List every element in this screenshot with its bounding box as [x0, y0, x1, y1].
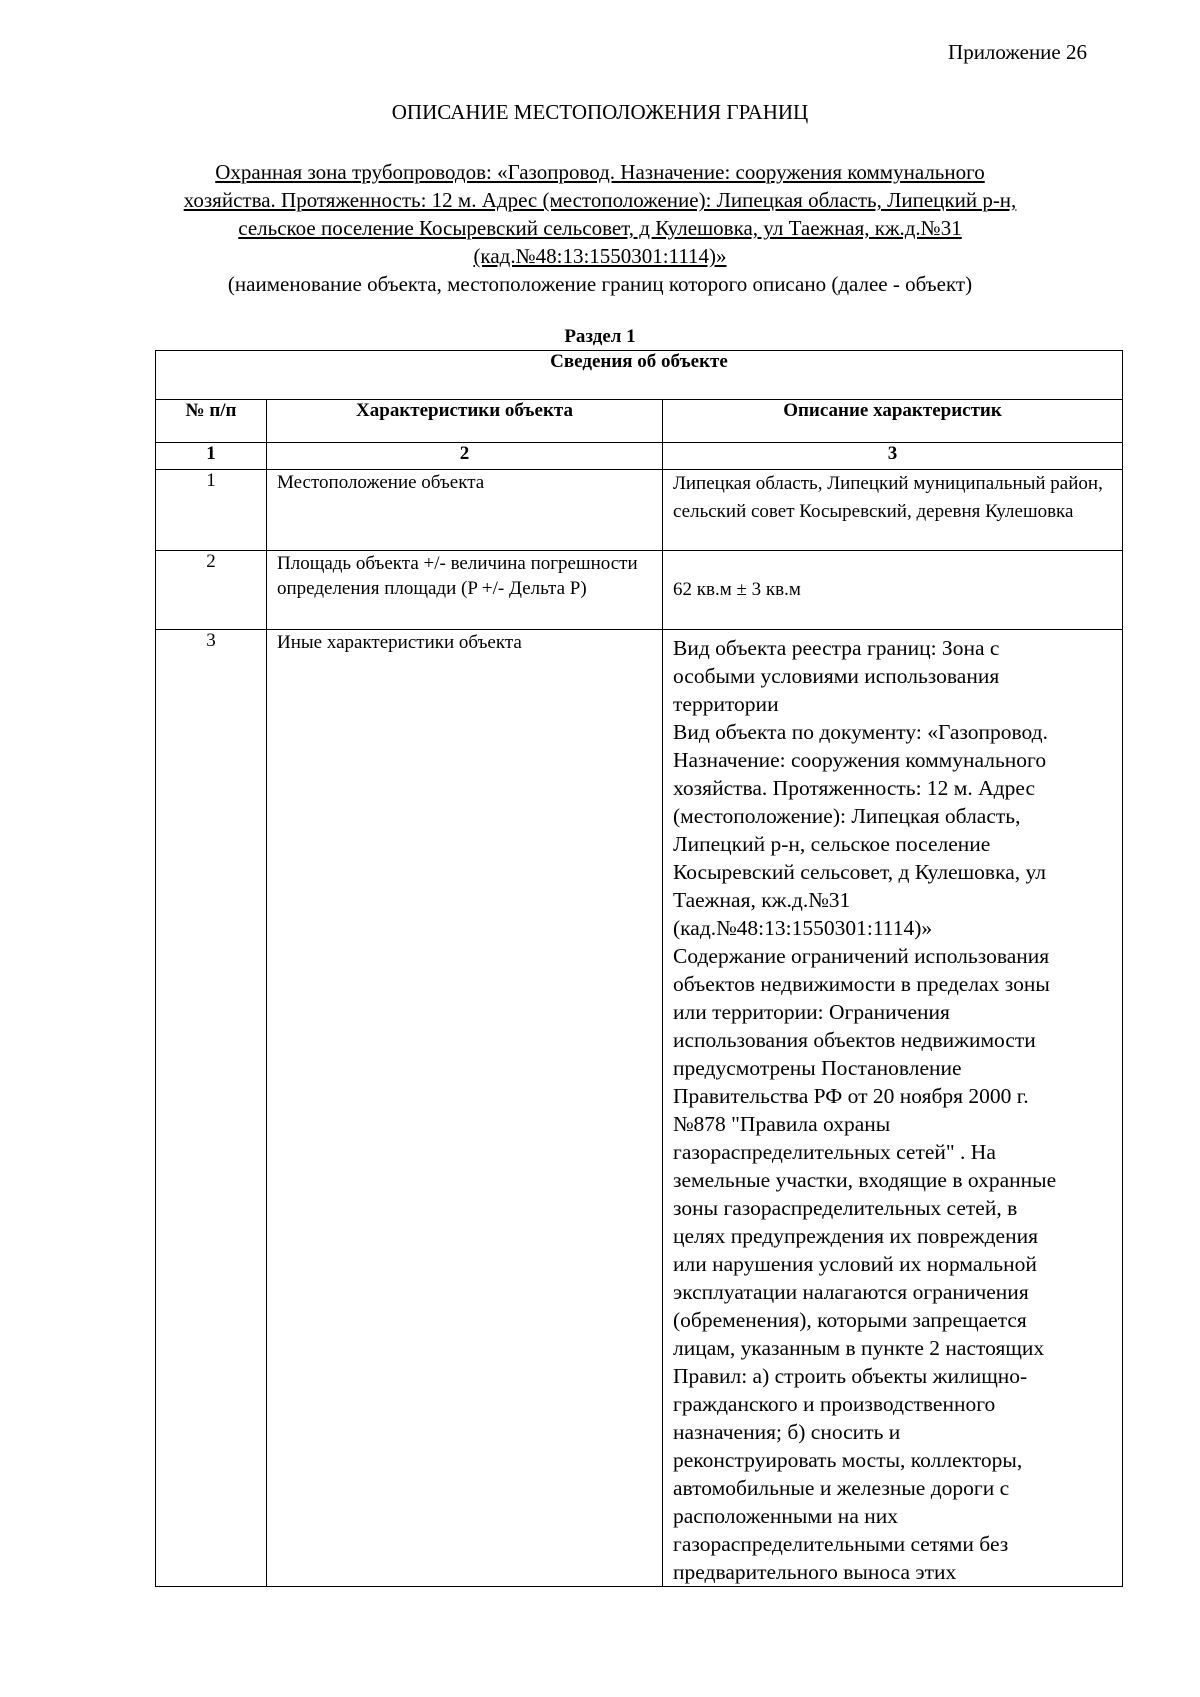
row-characteristic: Местоположение объекта [267, 470, 663, 551]
description-line: Назначение: сооружения коммунального [673, 748, 1047, 772]
table-caption: Сведения об объекте [156, 351, 1123, 400]
column-number: 2 [267, 443, 663, 470]
description-line: лицам, указанным в пункте 2 настоящих [673, 1336, 1045, 1360]
section-title: Раздел 1 [564, 326, 636, 347]
object-name-line: Охранная зона трубопроводов: «Газопровод. Назначение: сооружения коммунального [215, 160, 985, 184]
column-number-row [156, 443, 1123, 470]
row-characteristic: Иные характеристики объекта [267, 630, 663, 1587]
description-line: земельные участки, входящие в охранные [673, 1168, 1057, 1192]
row-characteristic: Площадь объекта +/- величина погрешности определения площади (P +/- Дельта P) [267, 551, 663, 630]
description-line: Вид объекта по документу: «Газопровод. [673, 720, 1048, 744]
column-number: 1 [156, 443, 267, 470]
column-header-row [156, 400, 1123, 443]
description-line: (местоположение): Липецкая область, [673, 804, 1021, 828]
description-line: зоны газораспределительных сетей, в [673, 1196, 1018, 1220]
object-name-line: хозяйства. Протяженность: 12 м. Адрес (местоположение): Липецкая область, Липецкий р-н, [183, 188, 1017, 212]
description-line: автомобильные и железные дороги с [673, 1476, 1010, 1500]
document-title: ОПИСАНИЕ МЕСТОПОЛОЖЕНИЯ ГРАНИЦ [391, 100, 809, 124]
description-line: или нарушения условий их нормальной [673, 1252, 1037, 1276]
row-description [663, 630, 1123, 1587]
column-header-characteristic: Характеристики объекта [267, 400, 663, 443]
description-line: использования объектов недвижимости [673, 1028, 1036, 1052]
row-description: Липецкая область, Липецкий муниципальный район, сельский совет Косыревский, деревня Кулешовка [663, 470, 1123, 551]
description-line: Липецкий р-н, сельское поселение [673, 832, 991, 856]
description-line: газораспределительными сетями без [673, 1532, 1009, 1556]
description-line: (обременения), которыми запрещается [673, 1308, 1027, 1332]
description-line: территории [673, 692, 779, 716]
description-line: Правил: а) строить объекты жилищно- [673, 1364, 1028, 1388]
object-name-line: (кад.№48:13:1550301:1114)» [473, 244, 727, 268]
column-number: 3 [663, 443, 1123, 470]
description-line: газораспределительных сетей" . На [673, 1140, 996, 1164]
description-line: Вид объекта реестра границ: Зона с [673, 636, 1000, 660]
description-line: Содержание ограничений использования [673, 944, 1050, 968]
description-line: Правительства РФ от 20 ноября 2000 г. [673, 1084, 1029, 1108]
description-line: особыми условиями использования [673, 664, 1000, 688]
table-row [156, 551, 1123, 630]
table-caption-row [156, 351, 1123, 400]
row-number: 2 [156, 551, 267, 630]
row-number: 3 [156, 630, 267, 1587]
description-line: Таежная, кж.д.№31 [673, 888, 851, 912]
table-row [156, 470, 1123, 551]
description-line: предварительного выноса этих [673, 1560, 957, 1584]
row-description: 62 кв.м ± 3 кв.м [663, 551, 1123, 630]
description-line: (кад.№48:13:1550301:1114)» [673, 916, 933, 940]
description-line: эксплуатации налагаются ограничения [673, 1280, 1029, 1304]
description-line: расположенными на них [673, 1504, 898, 1528]
description-line: реконструировать мосты, коллекторы, [673, 1448, 1023, 1472]
description-line: целях предупреждения их повреждения [673, 1224, 1038, 1248]
description-line: или территории: Ограничения [673, 1000, 950, 1024]
row-number: 1 [156, 470, 267, 551]
object-name-line: сельское поселение Косыревский сельсовет, д Кулешовка, ул Таежная, кж.д.№31 [238, 216, 962, 240]
description-line: предусмотрены Постановление [673, 1056, 962, 1080]
description-line: №878 "Правила охраны [673, 1112, 891, 1136]
description-line: хозяйства. Протяженность: 12 м. Адрес [673, 776, 1035, 800]
column-header-number: № п/п [156, 400, 267, 443]
column-header-description: Описание характеристик [663, 400, 1123, 443]
appendix-label: Приложение 26 [948, 40, 1087, 64]
description-line: объектов недвижимости в пределах зоны [673, 972, 1050, 996]
object-caption: (наименование объекта, местоположение границ которого описано (далее - объект) [227, 272, 973, 296]
description-line: Косыревский сельсовет, д Кулешовка, ул [673, 860, 1047, 884]
table-row [156, 630, 1123, 1587]
description-line: назначения; б) сносить и [673, 1420, 901, 1444]
description-line: гражданского и производственного [673, 1392, 996, 1416]
object-info-table [155, 350, 1123, 1587]
object-name-block [150, 158, 1050, 298]
